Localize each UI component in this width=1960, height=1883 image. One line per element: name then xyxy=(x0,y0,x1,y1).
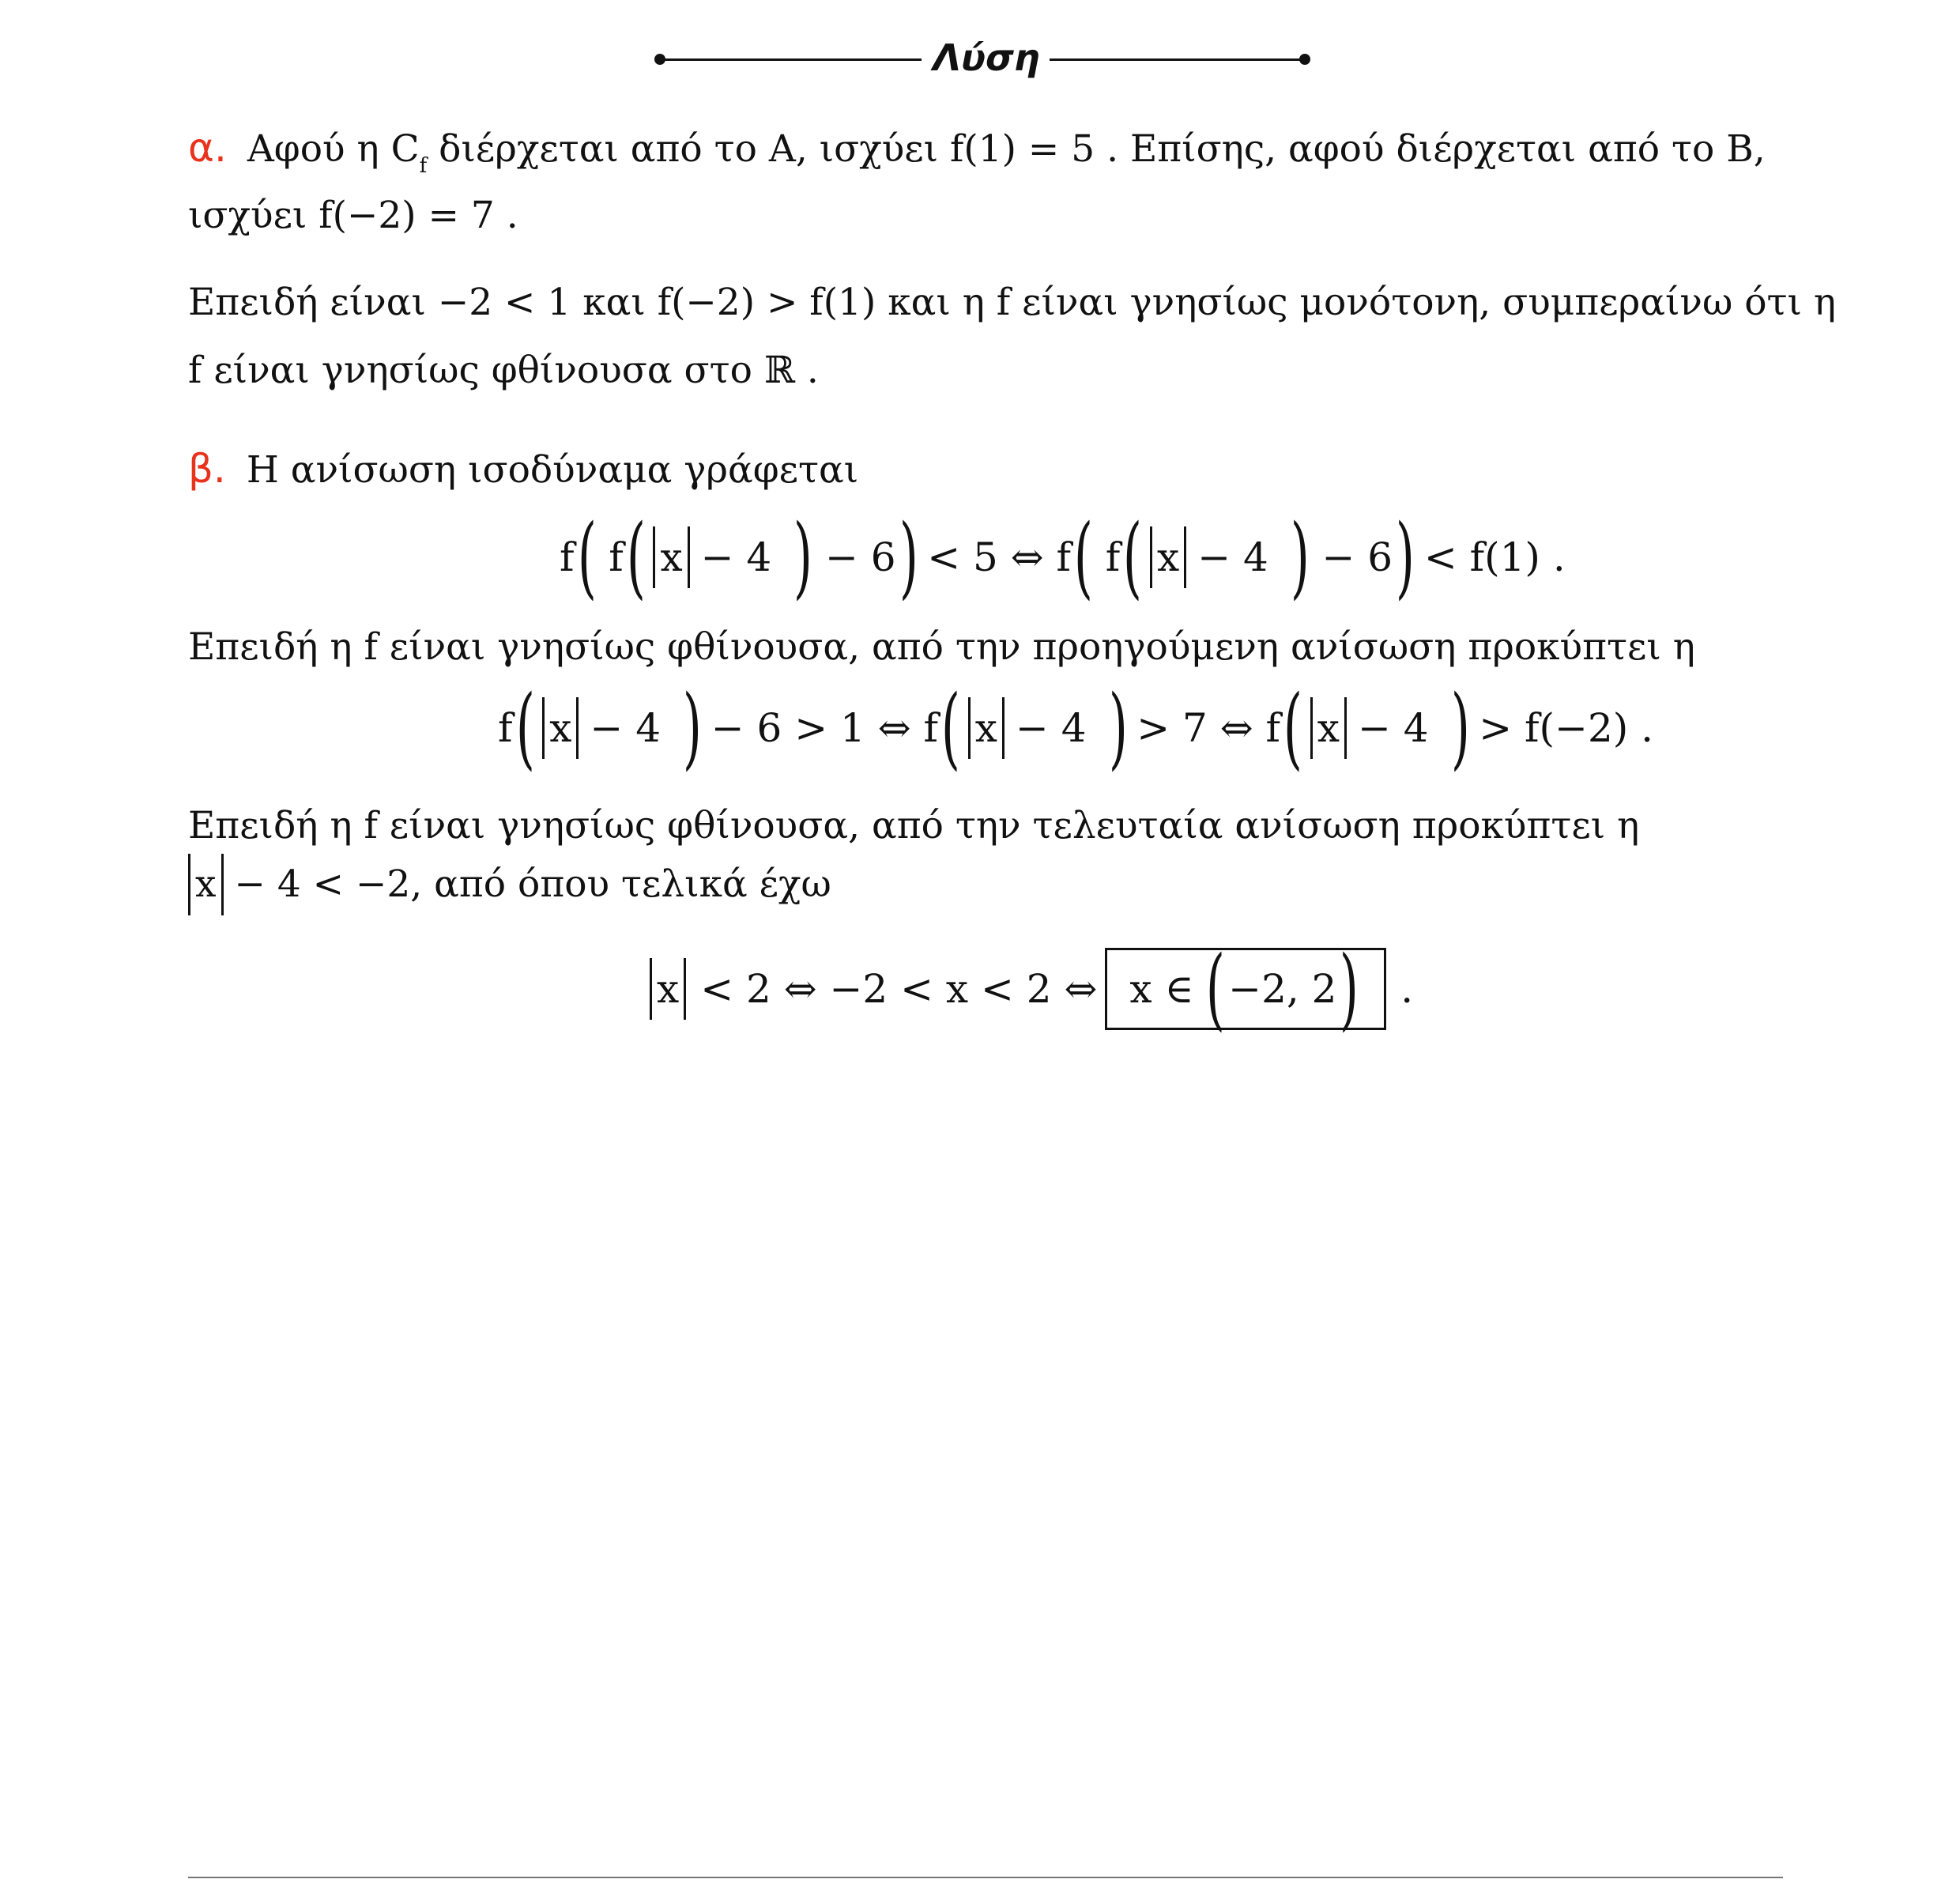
header-dot-right xyxy=(1299,54,1310,65)
beta-text-2: Επειδή η f είναι γνησίως φθίνουσα, από την προηγούμενη ανίσωση προκύπτει η xyxy=(188,625,1695,669)
beta-text-4: x − 4 < −2, από όπου τελικά έχω xyxy=(188,851,831,919)
alpha-line-3: Επειδή είναι −2 < 1 και f(−2) > f(1) και η f είναι γνησίως μονότονη, συμπεραίνω ότι η xyxy=(188,281,1837,324)
beta-intro: β. Η ανίσωση ισοδύναμα γράφεται xyxy=(188,446,859,492)
alpha-line-1: α. Αφού η $C_f$ διέρχεται από το Α, ισχύει f(1) = 5 . Επίσης, αφού διέρχεται από το Β, xyxy=(188,125,1766,178)
alpha-line-4: f είναι γνησίως φθίνουσα στο ℝ . xyxy=(188,349,819,392)
solution-header xyxy=(654,30,1310,87)
solution-title: Λύση xyxy=(933,36,1040,79)
alpha-line-2: ισχύει f(−2) = 7 . xyxy=(188,194,518,237)
header-rule-right xyxy=(1050,58,1307,61)
footer-rule xyxy=(188,1877,1783,1878)
equation-3: x < 2 ⇔ −2 < x < 2 ⇔ x ∈ ( −2, 2 ) . xyxy=(645,945,1413,1032)
final-answer-box: x ∈ ( −2, 2 ) xyxy=(1105,948,1386,1030)
equation-2: f ( x − 4 ) − 6 > 1 ⇔ f ( x − 4 ) > 7 ⇔ f ( x − 4 ) > f(−2) . xyxy=(498,677,1654,779)
equation-1: f ( f ( x − 4 ) − 6 ) < 5 ⇔ f ( f ( x − 4 ) − 6 ) < f(1) . xyxy=(560,506,1566,609)
alpha-marker: α. xyxy=(188,125,227,171)
header-rule-left xyxy=(661,58,922,61)
beta-text-3: Επειδή η f είναι γνησίως φθίνουσα, από την τελευταία ανίσωση προκύπτει η xyxy=(188,804,1640,847)
subscript-f: f xyxy=(419,154,428,178)
beta-marker: β. xyxy=(188,446,226,492)
